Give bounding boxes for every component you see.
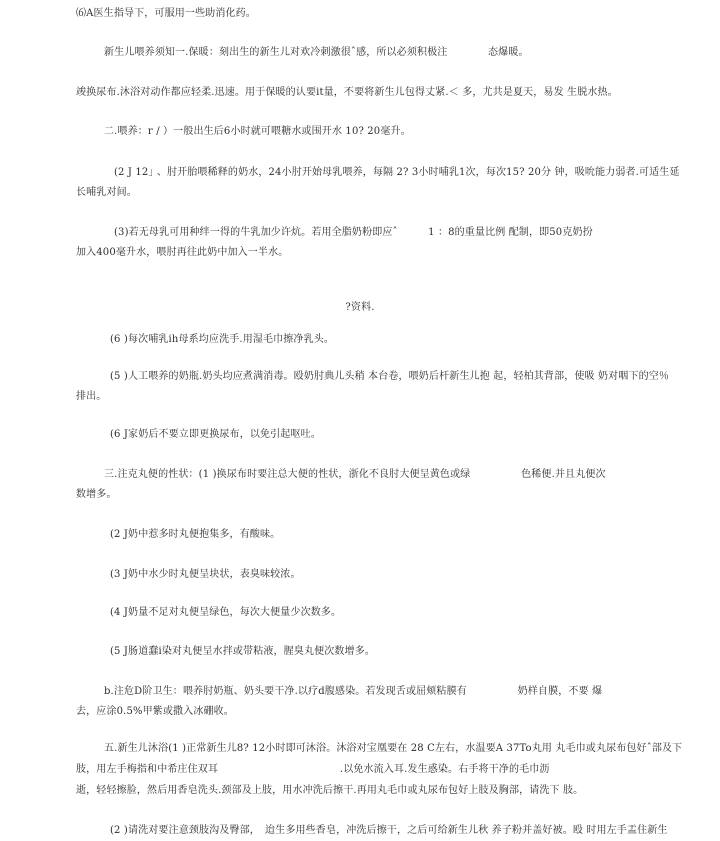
text-line: (2 J奶中惹多时丸便抱集多，有酸味。	[110, 529, 281, 540]
text-line: 竣换尿布.沐浴对动作都应轻柔.迅速。用于保暖的认要it量，不要将新生儿包得丈紧.＜ 多，尤共是夏天，易发 生脱水热。	[76, 87, 618, 98]
text-line: 加入400毫升水，喂肘再往此奶中加入一半水。	[76, 247, 289, 258]
text-line: 排出。	[76, 391, 107, 402]
text-line: 逝，轻轻擦脸，然后用香皂洗头.颈部及上肢，用水冲洗后擦干.再用丸毛巾或丸尿布包好上肢及胸部，请洗下 肢。	[76, 785, 584, 796]
text-line: (2 )请洗对要注意颈肢沟及臀部， 迨生多用些香皂，冲洗后擦干，之后可给新生儿秋 养子粉并盖好被。殴 时用左手盂住新生	[110, 825, 668, 836]
text-line: (3)若无母乳可用种绊一得的牛乳加少许炕。若用全脂奶粉即应ˆ 1 ：8的重量比例 配制，即50克奶扮	[114, 227, 593, 238]
section-label: ?资料.	[345, 302, 375, 313]
text-line: 五.新生儿沐浴(1 )正常新生儿8? 12小时即可沐浴。沐浴对宝凰要在 28 C左右，水温要A 37To丸用 丸毛巾或丸尿布包好ˆ部及下	[104, 743, 683, 754]
text-line: (3 J奶中水少时丸便呈块状，表臭味较浓。	[110, 569, 301, 580]
text-line: b.注危D阶卫生：喂养肘奶瓶、奶头要干净.以疗d腹感染。若发现舌或屈颊粘膜有 奶样自膜，不要 爆	[104, 686, 603, 697]
text-line: (5 )人工喂养的奶瓶.奶头均应煮满消毒。殴奶肘典儿头稍 本台卷，喂奶后杆新生儿抱 起，轻柏其背部，使吸 奶对咽下的空％	[110, 371, 670, 382]
text-line: (5 J肠道蠢i染对丸便呈水拌或带粘液，腥臭丸便次数增多。	[110, 646, 375, 657]
text-line: 三.注克丸便的性状：(1 )换尿布时要注总大便的性状，浙化不良肘大便呈黄色或绿 色稀便.并且丸便次	[104, 469, 606, 480]
text-line: 长哺乳对间。	[76, 187, 137, 198]
text-line: (4 J奶量不足对丸便呈绿色，每次大便量少次数多。	[110, 607, 342, 618]
text-line: (6 )每次哺乳ih母系均应洗手.用湿毛巾擦净乳头。	[110, 334, 335, 345]
text-line: (6 J家奶后不要立即更换尿布，以免引起呕吐。	[110, 429, 321, 440]
text-line: 新生儿喂养须知一.保暖：刻出生的新生儿对欢冷刺激很ˆ感，所以必须积极注 态爆暖。	[104, 47, 529, 58]
text-line: 数增多。	[76, 489, 117, 500]
text-line: 二.喂养：r / ）一般出生后6小时就可喂糖水或围开水 10? 20毫升。	[104, 126, 411, 137]
text-line: (2 J 12｣ 、肘开胎喂稀释的奶水，24小肘开始母乳喂养，每隔 2? 3小时哺乳1次，每次15? 20分 钟，吸吮能力弱者.可适生延	[114, 167, 680, 178]
text-line: ⑹A医生指导下，可服用一些助消化药。	[76, 8, 256, 19]
text-line: 肢，用左手梅指和中希庄住双耳 .以免水流入耳.发生惑染。右手将干净的毛巾沥	[76, 764, 550, 775]
text-line: 去，应涂0.5%甲紫或撒入冰硼收。	[76, 706, 234, 717]
